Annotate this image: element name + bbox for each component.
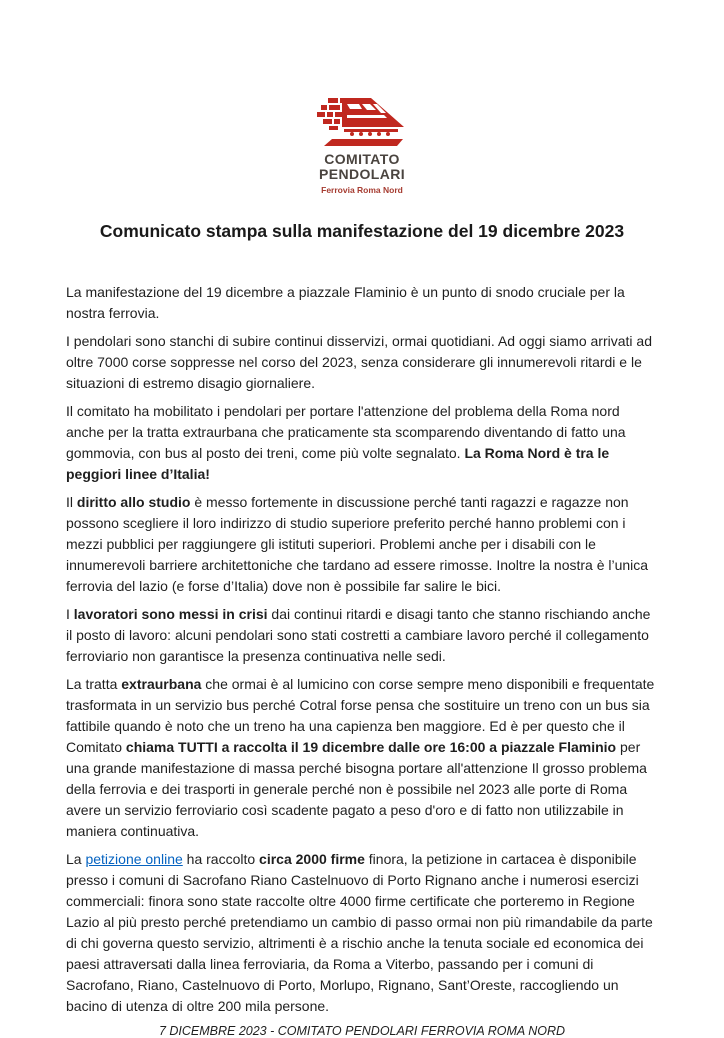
paragraph	[66, 492, 658, 597]
bold-text-run: lavoratori sono messi in crisi	[73, 605, 268, 622]
text-run: Il	[66, 493, 77, 510]
footer-dateline: 7 DICEMBRE 2023 - COMITATO PENDOLARI FERROVIA ROMA NORD	[158, 1023, 566, 1038]
text-run: I	[66, 605, 74, 622]
logo-title-line1: COMITATO	[324, 151, 400, 167]
bold-text-run: extraurbana	[121, 675, 202, 692]
paragraph	[66, 401, 658, 485]
text-run: dai continui ritardi e disagi tanto che stanno rischiando anche il posto di lavoro: alcuni pendolari sono stati costretti a cambiare lavoro perché il collegamento ferroviario non garantisce la presenza continuativa nelle sedi.	[66, 605, 651, 664]
press-release-title: Comunicato stampa sulla manifestazione del 19 dicembre 2023	[99, 220, 625, 241]
text-run: per una grande manifestazione di massa perché bisogna portare all'attenzione Il grosso problema della ferrovia e dei trasporti in generale perché non è possibile nel 2023 alle porte di Roma avere un servizio ferroviario così scadente pagato a peso d'oro e di fatto non utilizzabile in maniera continuativa.	[66, 738, 647, 839]
train-logo-icon	[314, 96, 410, 150]
text-run: La tratta	[66, 675, 122, 692]
paragraph	[66, 849, 658, 1017]
text-run: che ormai è al lumicino con corse sempre meno disponibili e frequentate trasformata in un servizio bus perché Cotral forse pensa che sostituire un treno con un bus sia fattibile quando è noto che un treno ha una capienza ben maggiore. Ed è per questo che il Comitato	[66, 675, 655, 755]
bold-text-run: chiama TUTTI a raccolta il 19 dicembre dalle ore 16:00 a piazzale Flaminio	[125, 738, 617, 755]
bold-text-run: diritto allo studio	[76, 493, 191, 510]
paragraph	[66, 604, 658, 667]
text-run: ha raccolto	[182, 850, 260, 867]
logo-subtitle: Ferrovia Roma Nord	[321, 184, 403, 195]
text-run: La	[66, 850, 86, 867]
text-run: Il comitato ha mobilitato i pendolari per portare l'attenzione del problema della Roma nord anche per la tratta extraurbana che praticamente sta scomparendo diventando di fatto una gommovia, con bus al posto dei treni, come più volte segnalato.	[66, 402, 626, 461]
text-run: I pendolari sono stanchi di subire continui disservizi, ormai quotidiani. Ad oggi siamo arrivati ad oltre 7000 corse soppresse nel corso del 2023, senza considerare gli innumerevoli ritardi e le situazioni di estremo disagio giornaliere.	[66, 332, 652, 391]
text-run: La manifestazione del 19 dicembre a piazzale Flaminio è un punto di snodo cruciale per la nostra ferrovia.	[66, 283, 625, 321]
bold-text-run: circa 2000 firme	[259, 850, 365, 867]
bold-text-run: La Roma Nord è tra le peggiori linee d’Italia!	[66, 444, 610, 482]
paragraph	[66, 331, 658, 394]
paragraph	[66, 674, 658, 842]
logo-title-line2: PENDOLARI	[318, 166, 406, 183]
document-body	[66, 282, 658, 1017]
logo	[302, 96, 422, 195]
text-run: è messo fortemente in discussione perché tanti ragazzi e ragazze non possono scegliere il loro indirizzo di studio superiore preferito perché hanno problemi con i mezzi pubblici per raggiungere gli istituti superiori. Problemi anche per i disabili con le innumerevoli barriere architettoniche che tardano ad essere rimosse. Inoltre la nostra è l’unica ferrovia del lazio (e forse d’Italia) dove non è possibile far salire le bici.	[66, 493, 649, 594]
petition-online-link[interactable]: petizione online	[85, 850, 183, 867]
paragraph	[66, 282, 658, 324]
text-run: finora, la petizione in cartacea è disponibile presso i comuni di Sacrofano Riano Castelnuovo di Porto Rignano anche i numerosi esercizi commerciali: finora sono state raccolte oltre 4000 firme certificate che porteremo in Regione Lazio al più presto perché pretendiamo un cambio di passo ormai non più rimandabile da parte di chi governa questo servizio, altrimenti è a rischio anche la tenuta sociale ed economica dei paesi attraversati dalla linea ferroviaria, da Roma a Viterbo, passando per i comuni di Sacrofano, Riano, Castelnuovo di Porto, Morlupo, Rignano, Sant’Oreste, raccogliendo un bacino di utenza di oltre 200 mila persone.	[66, 850, 653, 1014]
